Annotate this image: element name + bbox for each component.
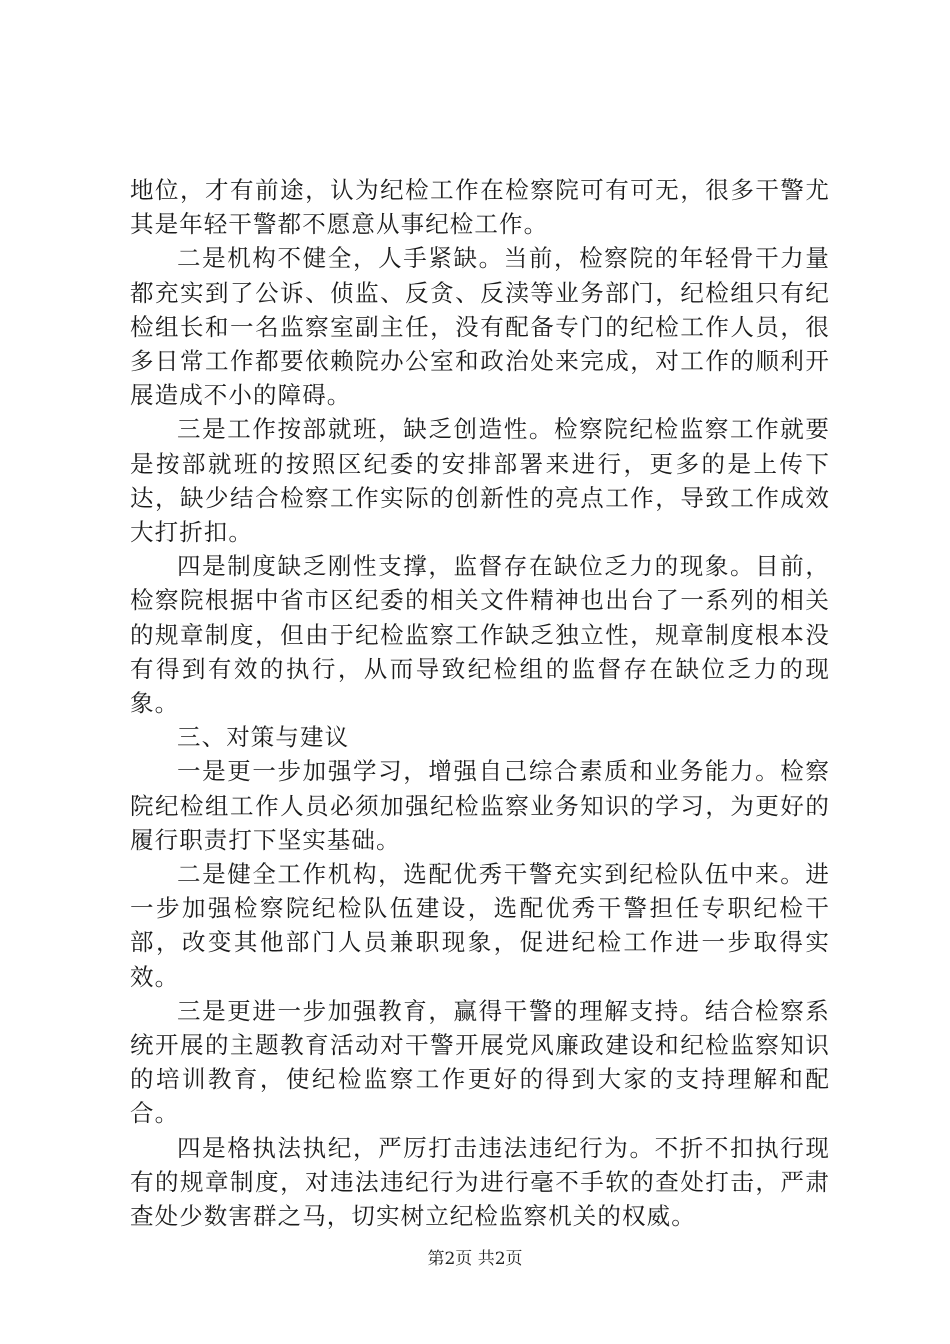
paragraph-2: 二是机构不健全，人手紧缺。当前，检察院的年轻骨干力量都充实到了公诉、侦监、反贪、反渎等业务部门，纪检组只有纪检组长和一名监察室副主任，没有配备专门的纪检工作人员，很多日常工作都要依赖院办公室和政治处来完成，对工作的顺利开展造成不小的障碍。 bbox=[130, 244, 830, 410]
paragraph-8: 三是更进一步加强教育，赢得干警的理解支持。结合检察系统开展的主题教育活动对干警开展党风廉政建设和纪检监察知识的培训教育，使纪检监察工作更好的得到大家的支持理解和配合。 bbox=[130, 996, 830, 1128]
paragraph-9: 四是格执法执纪，严厉打击违法违纪行为。不折不扣执行现有的规章制度，对违法违纪行为进行毫不手软的查处打击，严肃查处少数害群之马，切实树立纪检监察机关的权威。 bbox=[130, 1133, 830, 1231]
document-body bbox=[130, 173, 830, 1233]
page-number-footer: 第2页 共2页 bbox=[427, 1249, 523, 1269]
paragraph-3: 三是工作按部就班，缺乏创造性。检察院纪检监察工作就要是按部就班的按照区纪委的安排部署来进行，更多的是上传下达，缺少结合检察工作实际的创新性的亮点工作，导致工作成效大打折扣。 bbox=[130, 415, 830, 547]
section-heading: 三、对策与建议 bbox=[177, 723, 350, 752]
paragraph-1: 地位，才有前途，认为纪检工作在检察院可有可无，很多干警尤其是年轻干警都不愿意从事纪检工作。 bbox=[130, 176, 830, 239]
paragraph-4: 四是制度缺乏刚性支撑，监督存在缺位乏力的现象。目前，检察院根据中省市区纪委的相关文件精神也出台了一系列的相关的规章制度，但由于纪检监察工作缺乏独立性，规章制度根本没有得到有效的执行，从而导致纪检组的监督存在缺位乏力的现象。 bbox=[130, 552, 830, 718]
paragraph-6: 一是更一步加强学习，增强自己综合素质和业务能力。检察院纪检组工作人员必须加强纪检监察业务知识的学习，为更好的履行职责打下坚实基础。 bbox=[130, 757, 830, 854]
paragraph-7: 二是健全工作机构，选配优秀干警充实到纪检队伍中来。进一步加强检察院纪检队伍建设，选配优秀干警担任专职纪检干部，改变其他部门人员兼职现象，促进纪检工作进一步取得实效。 bbox=[130, 860, 830, 991]
